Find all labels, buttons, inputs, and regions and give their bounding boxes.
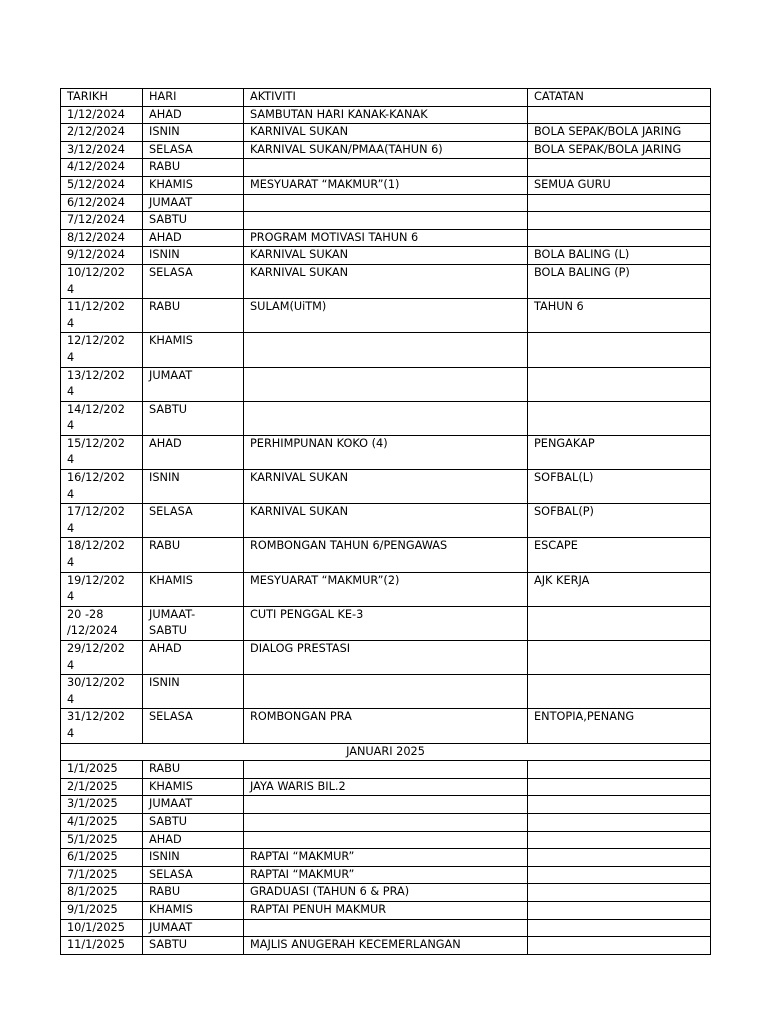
cell-hari: RABU	[143, 884, 244, 902]
cell-hari: SELASA	[143, 504, 244, 538]
cell-aktiviti: KARNIVAL SUKAN	[244, 264, 528, 298]
table-row	[61, 176, 711, 194]
header-catatan: CATATAN	[528, 89, 711, 107]
cell-catatan	[528, 159, 711, 177]
table-row	[61, 813, 711, 831]
table-row	[61, 247, 711, 265]
cell-tarikh: 15/12/202 4	[61, 435, 143, 469]
cell-hari: ISNIN	[143, 675, 244, 709]
cell-catatan	[528, 831, 711, 849]
table-row	[61, 141, 711, 159]
table-row	[61, 159, 711, 177]
cell-catatan	[528, 778, 711, 796]
cell-tarikh: 10/12/202 4	[61, 264, 143, 298]
cell-hari: SELASA	[143, 264, 244, 298]
header-tarikh: TARIKH	[61, 89, 143, 107]
table-row	[61, 761, 711, 779]
cell-catatan	[528, 849, 711, 867]
header-aktiviti: AKTIVITI	[244, 89, 528, 107]
cell-hari: AHAD	[143, 106, 244, 124]
cell-tarikh: 31/12/202 4	[61, 709, 143, 743]
cell-aktiviti: MESYUARAT “MAKMUR”(2)	[244, 572, 528, 606]
table-row	[61, 212, 711, 230]
cell-hari: SABTU	[143, 212, 244, 230]
cell-aktiviti: MESYUARAT “MAKMUR”(1)	[244, 176, 528, 194]
cell-catatan	[528, 106, 711, 124]
month-label: JANUARI 2025	[61, 743, 711, 761]
cell-tarikh: 8/12/2024	[61, 229, 143, 247]
table-row	[61, 849, 711, 867]
cell-hari: RABU	[143, 299, 244, 333]
cell-tarikh: 19/12/202 4	[61, 572, 143, 606]
cell-catatan	[528, 367, 711, 401]
cell-catatan	[528, 212, 711, 230]
cell-aktiviti: MAJLIS ANUGERAH KECEMERLANGAN	[244, 937, 528, 955]
cell-catatan	[528, 884, 711, 902]
cell-aktiviti	[244, 194, 528, 212]
cell-aktiviti	[244, 333, 528, 367]
table-row	[61, 504, 711, 538]
table-row	[61, 538, 711, 572]
cell-catatan: AJK KERJA	[528, 572, 711, 606]
cell-hari: RABU	[143, 761, 244, 779]
cell-tarikh: 9/12/2024	[61, 247, 143, 265]
cell-aktiviti: RAPTAI “MAKMUR”	[244, 866, 528, 884]
cell-hari: JUMAAT	[143, 919, 244, 937]
cell-aktiviti: KARNIVAL SUKAN	[244, 124, 528, 142]
cell-catatan	[528, 901, 711, 919]
cell-aktiviti: SAMBUTAN HARI KANAK-KANAK	[244, 106, 528, 124]
cell-catatan	[528, 761, 711, 779]
table-row	[61, 264, 711, 298]
cell-hari: JUMAAT- SABTU	[143, 606, 244, 640]
cell-catatan	[528, 194, 711, 212]
table-row	[61, 194, 711, 212]
table-row	[61, 675, 711, 709]
cell-hari: SELASA	[143, 866, 244, 884]
table-row	[61, 901, 711, 919]
cell-aktiviti: ROMBONGAN TAHUN 6/PENGAWAS	[244, 538, 528, 572]
cell-tarikh: 6/12/2024	[61, 194, 143, 212]
cell-hari: SABTU	[143, 937, 244, 955]
table-row	[61, 831, 711, 849]
table-row	[61, 866, 711, 884]
cell-hari: SABTU	[143, 813, 244, 831]
cell-catatan	[528, 937, 711, 955]
cell-catatan: BOLA SEPAK/BOLA JARING	[528, 141, 711, 159]
cell-aktiviti	[244, 212, 528, 230]
cell-hari: AHAD	[143, 435, 244, 469]
cell-catatan	[528, 919, 711, 937]
cell-tarikh: 17/12/202 4	[61, 504, 143, 538]
cell-tarikh: 2/1/2025	[61, 778, 143, 796]
cell-tarikh: 10/1/2025	[61, 919, 143, 937]
table-header-row	[61, 89, 711, 107]
table-row	[61, 367, 711, 401]
cell-aktiviti: JAYA WARIS BIL.2	[244, 778, 528, 796]
cell-hari: KHAMIS	[143, 778, 244, 796]
cell-tarikh: 20 -28 /12/2024	[61, 606, 143, 640]
cell-tarikh: 6/1/2025	[61, 849, 143, 867]
table-row	[61, 796, 711, 814]
document-page	[60, 88, 709, 955]
table-row	[61, 606, 711, 640]
cell-tarikh: 13/12/202 4	[61, 367, 143, 401]
cell-aktiviti: KARNIVAL SUKAN	[244, 470, 528, 504]
cell-hari: KHAMIS	[143, 901, 244, 919]
cell-hari: JUMAAT	[143, 194, 244, 212]
cell-catatan: BOLA BALING (P)	[528, 264, 711, 298]
cell-aktiviti	[244, 367, 528, 401]
cell-hari: SELASA	[143, 141, 244, 159]
table-row	[61, 333, 711, 367]
cell-tarikh: 30/12/202 4	[61, 675, 143, 709]
table-row	[61, 401, 711, 435]
cell-hari: ISNIN	[143, 124, 244, 142]
cell-catatan: ESCAPE	[528, 538, 711, 572]
cell-tarikh: 5/12/2024	[61, 176, 143, 194]
cell-catatan: BOLA BALING (L)	[528, 247, 711, 265]
table-row	[61, 106, 711, 124]
cell-hari: KHAMIS	[143, 333, 244, 367]
cell-tarikh: 1/1/2025	[61, 761, 143, 779]
cell-hari: ISNIN	[143, 849, 244, 867]
cell-tarikh: 3/1/2025	[61, 796, 143, 814]
cell-catatan: SEMUA GURU	[528, 176, 711, 194]
cell-tarikh: 11/1/2025	[61, 937, 143, 955]
cell-catatan	[528, 641, 711, 675]
cell-catatan	[528, 866, 711, 884]
cell-tarikh: 1/12/2024	[61, 106, 143, 124]
cell-aktiviti: SULAM(UiTM)	[244, 299, 528, 333]
cell-tarikh: 4/12/2024	[61, 159, 143, 177]
cell-tarikh: 14/12/202 4	[61, 401, 143, 435]
cell-hari: KHAMIS	[143, 176, 244, 194]
table-row	[61, 299, 711, 333]
cell-tarikh: 7/1/2025	[61, 866, 143, 884]
cell-tarikh: 16/12/202 4	[61, 470, 143, 504]
cell-tarikh: 3/12/2024	[61, 141, 143, 159]
cell-hari: RABU	[143, 159, 244, 177]
cell-catatan	[528, 796, 711, 814]
cell-aktiviti: KARNIVAL SUKAN	[244, 247, 528, 265]
cell-aktiviti	[244, 401, 528, 435]
table-row	[61, 919, 711, 937]
cell-hari: JUMAAT	[143, 796, 244, 814]
cell-hari: AHAD	[143, 831, 244, 849]
cell-aktiviti: RAPTAI PENUH MAKMUR	[244, 901, 528, 919]
month-divider-row	[61, 743, 711, 761]
table-row	[61, 572, 711, 606]
cell-aktiviti	[244, 761, 528, 779]
cell-hari: ISNIN	[143, 470, 244, 504]
cell-tarikh: 18/12/202 4	[61, 538, 143, 572]
cell-aktiviti: RAPTAI “MAKMUR”	[244, 849, 528, 867]
cell-hari: JUMAAT	[143, 367, 244, 401]
header-hari: HARI	[143, 89, 244, 107]
cell-hari: SABTU	[143, 401, 244, 435]
cell-catatan	[528, 333, 711, 367]
cell-aktiviti: DIALOG PRESTASI	[244, 641, 528, 675]
table-row	[61, 884, 711, 902]
cell-catatan: SOFBAL(L)	[528, 470, 711, 504]
cell-hari: KHAMIS	[143, 572, 244, 606]
cell-tarikh: 4/1/2025	[61, 813, 143, 831]
schedule-table	[60, 88, 711, 955]
table-row	[61, 435, 711, 469]
cell-catatan	[528, 675, 711, 709]
cell-aktiviti	[244, 813, 528, 831]
cell-aktiviti	[244, 831, 528, 849]
table-row	[61, 778, 711, 796]
cell-tarikh: 5/1/2025	[61, 831, 143, 849]
cell-aktiviti: ROMBONGAN PRA	[244, 709, 528, 743]
cell-tarikh: 8/1/2025	[61, 884, 143, 902]
cell-tarikh: 2/12/2024	[61, 124, 143, 142]
cell-catatan: SOFBAL(P)	[528, 504, 711, 538]
cell-catatan	[528, 229, 711, 247]
cell-tarikh: 9/1/2025	[61, 901, 143, 919]
cell-aktiviti: GRADUASI (TAHUN 6 & PRA)	[244, 884, 528, 902]
cell-aktiviti: KARNIVAL SUKAN	[244, 504, 528, 538]
cell-aktiviti: CUTI PENGGAL KE-3	[244, 606, 528, 640]
cell-aktiviti: KARNIVAL SUKAN/PMAA(TAHUN 6)	[244, 141, 528, 159]
cell-catatan: PENGAKAP	[528, 435, 711, 469]
cell-catatan	[528, 606, 711, 640]
table-row	[61, 124, 711, 142]
cell-hari: AHAD	[143, 229, 244, 247]
table-row	[61, 470, 711, 504]
cell-tarikh: 7/12/2024	[61, 212, 143, 230]
cell-catatan: ENTOPIA,PENANG	[528, 709, 711, 743]
cell-aktiviti: PROGRAM MOTIVASI TAHUN 6	[244, 229, 528, 247]
cell-tarikh: 29/12/202 4	[61, 641, 143, 675]
cell-aktiviti	[244, 675, 528, 709]
cell-tarikh: 11/12/202 4	[61, 299, 143, 333]
schedule-table-body	[61, 89, 711, 955]
table-row	[61, 641, 711, 675]
table-row	[61, 229, 711, 247]
cell-aktiviti: PERHIMPUNAN KOKO (4)	[244, 435, 528, 469]
cell-hari: RABU	[143, 538, 244, 572]
cell-aktiviti	[244, 919, 528, 937]
cell-hari: ISNIN	[143, 247, 244, 265]
cell-catatan: BOLA SEPAK/BOLA JARING	[528, 124, 711, 142]
cell-catatan	[528, 813, 711, 831]
cell-aktiviti	[244, 796, 528, 814]
cell-catatan: TAHUN 6	[528, 299, 711, 333]
table-row	[61, 937, 711, 955]
cell-aktiviti	[244, 159, 528, 177]
cell-hari: AHAD	[143, 641, 244, 675]
cell-hari: SELASA	[143, 709, 244, 743]
cell-tarikh: 12/12/202 4	[61, 333, 143, 367]
cell-catatan	[528, 401, 711, 435]
table-row	[61, 709, 711, 743]
